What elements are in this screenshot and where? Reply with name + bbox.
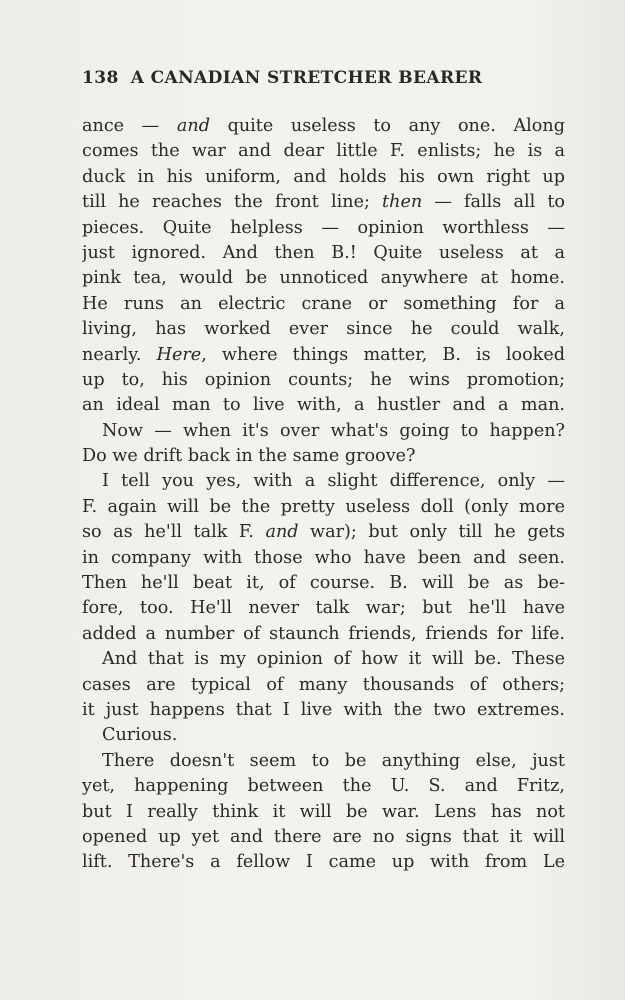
text-span: Then he'll beat it, of course. B. will be as be- (82, 573, 565, 594)
text-line (82, 850, 565, 875)
text-span: opened up yet and there are no signs that it will (82, 826, 565, 847)
text-line (82, 444, 565, 469)
text-line (82, 469, 565, 494)
text-span: comes the war and dear little F. enlists; he is a (82, 141, 565, 162)
text-line (82, 368, 565, 393)
text-line (82, 723, 565, 748)
text-span: it just happens that I live with the two extremes. (82, 699, 565, 720)
text-line (82, 216, 565, 241)
text-span: lift. There's a fellow I came up with from Le (82, 852, 565, 873)
text-span: cases are typical of many thousands of others; (82, 674, 565, 695)
text-span: an ideal man to live with, a hustler and a man. (82, 395, 565, 416)
page-number: 138 (82, 68, 119, 88)
text-span: Now — when it's over what's going to happen? (102, 420, 565, 441)
text-span: ance — (82, 116, 177, 136)
text-line (82, 114, 565, 139)
text-line (82, 596, 565, 621)
text-span: fore, too. He'll never talk war; but he'll have (82, 598, 565, 619)
text-line (82, 825, 565, 850)
text-span: , where things matter, B. is looked (201, 344, 565, 365)
text-line (82, 622, 565, 647)
text-span: living, has worked ever since he could walk, (82, 319, 565, 340)
italic-text: and (265, 522, 299, 543)
text-line (82, 673, 565, 698)
text-span: pink tea, would be unnoticed anywhere at home. (82, 268, 565, 289)
italic-text: Here (156, 344, 202, 365)
text-line (82, 393, 565, 418)
text-span: added a number of staunch friends, friends for life. (82, 623, 565, 644)
text-span: in company with those who have been and seen. (82, 547, 565, 568)
text-line (82, 774, 565, 799)
text-span: Do we drift back in the same groove? (82, 446, 416, 467)
text-line (82, 495, 565, 520)
text-line (82, 241, 565, 266)
text-span: I tell you yes, with a slight difference, only — (102, 471, 565, 492)
text-span: up to, his opinion counts; he wins promotion; (82, 369, 565, 390)
text-span: nearly. (82, 344, 157, 365)
text-span: yet, happening between the U. S. and Fritz, (82, 776, 565, 797)
text-line (82, 266, 565, 291)
text-line (82, 800, 565, 825)
text-line (82, 520, 565, 545)
text-line (82, 139, 565, 164)
text-line (82, 571, 565, 596)
text-span: duck in his uniform, and holds his own right up (82, 166, 565, 187)
text-span: And that is my opinion of how it will be. These (102, 649, 565, 670)
text-line (82, 317, 565, 342)
text-span: but I really think it will be war. Lens has not (82, 801, 565, 822)
text-span: so as he'll talk F. (82, 522, 266, 543)
text-span: There doesn't seem to be anything else, just (102, 750, 565, 771)
text-span: He runs an electric crane or something for a (82, 293, 565, 314)
running-title: A CANADIAN STRETCHER BEARER (130, 68, 483, 88)
italic-text: then (382, 192, 423, 213)
text-span: quite useless to any one. Along (209, 116, 565, 136)
text-span: just ignored. And then B.! Quite useless at a (82, 242, 565, 263)
text-line (82, 343, 565, 368)
text-span: — falls all to (422, 192, 565, 213)
text-line (82, 419, 565, 444)
italic-text: and (176, 116, 210, 136)
text-line (82, 546, 565, 571)
body-text (82, 114, 565, 876)
running-header (82, 68, 562, 88)
text-span: Curious. (102, 725, 178, 746)
text-line (82, 698, 565, 723)
text-line (82, 292, 565, 317)
text-span: till he reaches the front line; (82, 192, 383, 213)
text-line (82, 749, 565, 774)
text-span: pieces. Quite helpless — opinion worthless — (82, 217, 565, 238)
text-line (82, 190, 565, 215)
text-span: F. again will be the pretty useless doll (only more (82, 496, 565, 517)
text-span: war); but only till he gets (298, 522, 565, 543)
text-line (82, 647, 565, 672)
text-line (82, 165, 565, 190)
